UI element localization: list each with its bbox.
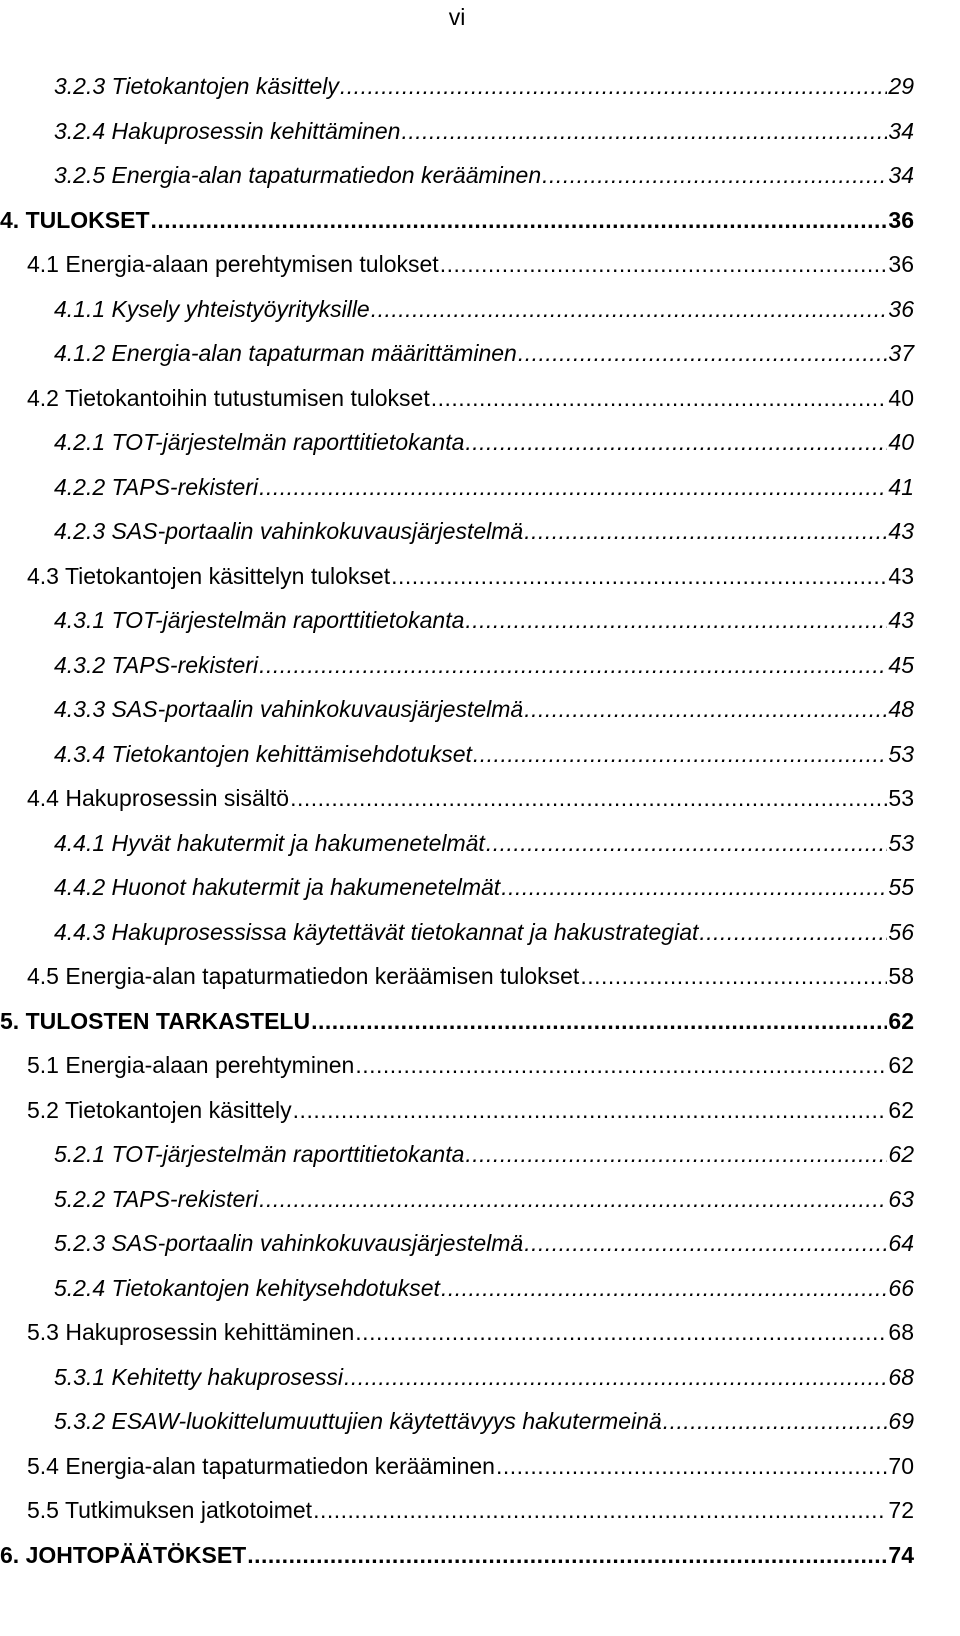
dot-leader [524, 1225, 887, 1261]
dot-leader [580, 958, 887, 994]
toc-entry-page-number: 66 [888, 1275, 914, 1301]
dot-leader [473, 736, 888, 772]
toc-entry[interactable] [27, 1047, 914, 1083]
dot-leader [524, 691, 887, 727]
toc-entry-title: 5.2.3 SAS-portaalin vahinkokuvausjärjestelmä [54, 1230, 524, 1256]
toc-entry[interactable] [54, 157, 914, 193]
toc-entry-title: 4.3.4 Tietokantojen kehittämisehdotukset [54, 741, 472, 767]
dot-leader [355, 1047, 887, 1083]
toc-entry[interactable] [54, 424, 914, 460]
toc-entry[interactable] [54, 1359, 914, 1395]
toc-entry-title: 4.1.2 Energia-alan tapaturman määrittäminen [54, 340, 517, 366]
toc-entry-page-number: 64 [888, 1230, 914, 1256]
toc-entry[interactable] [54, 1136, 914, 1172]
toc-entry-page-number: 53 [888, 830, 914, 856]
dot-leader [542, 157, 887, 193]
dot-leader [151, 202, 888, 238]
toc-entry-title: 4.1 Energia-alaan perehtymisen tulokset [27, 251, 439, 277]
dot-leader [524, 513, 887, 549]
toc-entry-page-number: 53 [888, 741, 914, 767]
toc-entry-title: 5.2.4 Tietokantojen kehitysehdotukset [54, 1275, 440, 1301]
dot-leader [699, 914, 887, 950]
toc-entry-title: 4. TULOKSET [0, 207, 150, 233]
toc-entry-title: 4.2.2 TAPS-rekisteri [54, 474, 259, 500]
toc-entry-page-number: 55 [888, 874, 914, 900]
dot-leader [496, 1448, 887, 1484]
toc-entry-title: 5.3 Hakuprosessin kehittäminen [27, 1319, 355, 1345]
toc-entry-page-number: 58 [888, 963, 914, 989]
toc-entry[interactable] [27, 246, 914, 282]
toc-entry-page-number: 29 [888, 73, 914, 99]
toc-entry-page-number: 34 [888, 162, 914, 188]
dot-leader [465, 424, 887, 460]
toc-entry-page-number: 40 [888, 429, 914, 455]
toc-entry-page-number: 62 [888, 1141, 914, 1167]
toc-entry-title: 4.4.2 Huonot hakutermit ja hakumenetelmät [54, 874, 501, 900]
toc-entry[interactable] [27, 1448, 914, 1484]
dot-leader [663, 1403, 888, 1439]
dot-leader [293, 1092, 888, 1128]
toc-entry-title: 5.3.2 ESAW-luokittelumuuttujien käytettävyys hakutermeinä [54, 1408, 662, 1434]
toc-entry-title: 4.4.3 Hakuprosessissa käytettävät tietokannat ja hakustrategiat [54, 919, 699, 945]
toc-entry[interactable] [54, 1270, 914, 1306]
dot-leader [518, 335, 888, 371]
toc-entry-page-number: 53 [888, 785, 914, 811]
toc-entry-title: 6. JOHTOPÄÄTÖKSET [0, 1542, 247, 1568]
toc-entry[interactable] [0, 1003, 914, 1039]
toc-entry[interactable] [54, 691, 914, 727]
toc-entry-title: 5.2.1 TOT-järjestelmän raporttitietokanta [54, 1141, 465, 1167]
toc-entry-page-number: 45 [888, 652, 914, 678]
toc-entry[interactable] [27, 780, 914, 816]
toc-entry-title: 4.4.1 Hyvät hakutermit ja hakumenetelmät [54, 830, 485, 856]
dot-leader [259, 469, 887, 505]
toc-entry-page-number: 43 [888, 563, 914, 589]
dot-leader [355, 1314, 887, 1350]
toc-entry[interactable] [54, 647, 914, 683]
toc-entry[interactable] [27, 1314, 914, 1350]
toc-entry-title: 5.5 Tutkimuksen jatkotoimet [27, 1497, 313, 1523]
dot-leader [391, 558, 887, 594]
toc-entry-page-number: 62 [888, 1052, 914, 1078]
toc-entry-page-number: 41 [888, 474, 914, 500]
dot-leader [465, 602, 887, 638]
toc-entry-page-number: 68 [888, 1319, 914, 1345]
dot-leader [486, 825, 888, 861]
dot-leader [441, 1270, 887, 1306]
toc-entry-title: 5.1 Energia-alaan perehtyminen [27, 1052, 355, 1078]
dot-leader [247, 1537, 887, 1573]
toc-entry[interactable] [27, 1492, 914, 1528]
toc-entry-title: 4.3.3 SAS-portaalin vahinkokuvausjärjestelmä [54, 696, 524, 722]
dot-leader [401, 113, 887, 149]
toc-entry-title: 4.4 Hakuprosessin sisältö [27, 785, 290, 811]
dot-leader [259, 647, 887, 683]
toc-entry[interactable] [54, 736, 914, 772]
toc-entry-title: 3.2.5 Energia-alan tapaturmatiedon kerääminen [54, 162, 542, 188]
toc-entry-page-number: 70 [888, 1453, 914, 1479]
dot-leader [340, 68, 888, 104]
dot-leader [465, 1136, 887, 1172]
toc-entry[interactable] [27, 380, 914, 416]
toc-entry-page-number: 36 [888, 207, 914, 233]
toc-entry-title: 4.2.3 SAS-portaalin vahinkokuvausjärjestelmä [54, 518, 524, 544]
dot-leader [440, 246, 888, 282]
dot-leader [501, 869, 887, 905]
toc-entry-title: 5.2 Tietokantojen käsittely [27, 1097, 292, 1123]
toc-entry-page-number: 72 [888, 1497, 914, 1523]
toc-entry-title: 4.1.1 Kysely yhteistyöyrityksille [54, 296, 370, 322]
dot-leader [313, 1492, 887, 1528]
toc-entry[interactable] [0, 202, 914, 238]
dot-leader [311, 1003, 887, 1039]
toc-entry[interactable] [54, 68, 914, 104]
toc-entry-title: 4.3.1 TOT-järjestelmän raporttitietokanta [54, 607, 465, 633]
toc-entry-title: 4.2 Tietokantoihin tutustumisen tulokset [27, 385, 430, 411]
toc-entry-title: 4.2.1 TOT-järjestelmän raporttitietokanta [54, 429, 465, 455]
toc-entry-page-number: 36 [888, 251, 914, 277]
toc-entry[interactable] [54, 113, 914, 149]
dot-leader [371, 291, 888, 327]
toc-entry-title: 5.2.2 TAPS-rekisteri [54, 1186, 259, 1212]
toc-entry[interactable] [54, 869, 914, 905]
toc-entry-page-number: 74 [888, 1542, 914, 1568]
toc-entry[interactable] [54, 291, 914, 327]
dot-leader [259, 1181, 887, 1217]
toc-entry-page-number: 37 [888, 340, 914, 366]
toc-entry-page-number: 63 [888, 1186, 914, 1212]
toc-entry-page-number: 43 [888, 607, 914, 633]
toc-entry-page-number: 43 [888, 518, 914, 544]
toc-entry-page-number: 56 [888, 919, 914, 945]
toc-entry[interactable] [54, 513, 914, 549]
toc-entry[interactable] [0, 1537, 914, 1573]
toc-entry-title: 3.2.3 Tietokantojen käsittely [54, 73, 339, 99]
toc-entry-title: 3.2.4 Hakuprosessin kehittäminen [54, 118, 401, 144]
toc-entry[interactable] [27, 558, 914, 594]
toc-entry-page-number: 40 [888, 385, 914, 411]
toc-entry[interactable] [27, 958, 914, 994]
toc-entry-page-number: 69 [888, 1408, 914, 1434]
toc-entry-title: 5.4 Energia-alan tapaturmatiedon kerääminen [27, 1453, 495, 1479]
page-number: vi [448, 4, 466, 30]
toc-entry-page-number: 36 [888, 296, 914, 322]
toc-entry[interactable] [54, 914, 914, 950]
toc-entry[interactable] [54, 1225, 914, 1261]
toc-entry-page-number: 34 [888, 118, 914, 144]
toc-entry-title: 5. TULOSTEN TARKASTELU [0, 1008, 311, 1034]
toc-entry-page-number: 68 [888, 1364, 914, 1390]
toc-entry-title: 4.3 Tietokantojen käsittelyn tulokset [27, 563, 391, 589]
toc-entry[interactable] [54, 469, 914, 505]
toc-entry-page-number: 62 [888, 1097, 914, 1123]
toc-entry-page-number: 48 [888, 696, 914, 722]
toc-entry[interactable] [54, 602, 914, 638]
dot-leader [344, 1359, 887, 1395]
toc-entry[interactable] [54, 825, 914, 861]
dot-leader [431, 380, 888, 416]
toc-entry[interactable] [54, 1181, 914, 1217]
toc-entry[interactable] [54, 1403, 914, 1439]
toc-entry-title: 4.3.2 TAPS-rekisteri [54, 652, 259, 678]
toc-entry[interactable] [54, 335, 914, 371]
toc-entry-title: 4.5 Energia-alan tapaturmatiedon keräämisen tulokset [27, 963, 580, 989]
dot-leader [290, 780, 887, 816]
toc-entry-page-number: 62 [888, 1008, 914, 1034]
toc-entry-title: 5.3.1 Kehitetty hakuprosessi [54, 1364, 343, 1390]
toc-entry[interactable] [27, 1092, 914, 1128]
